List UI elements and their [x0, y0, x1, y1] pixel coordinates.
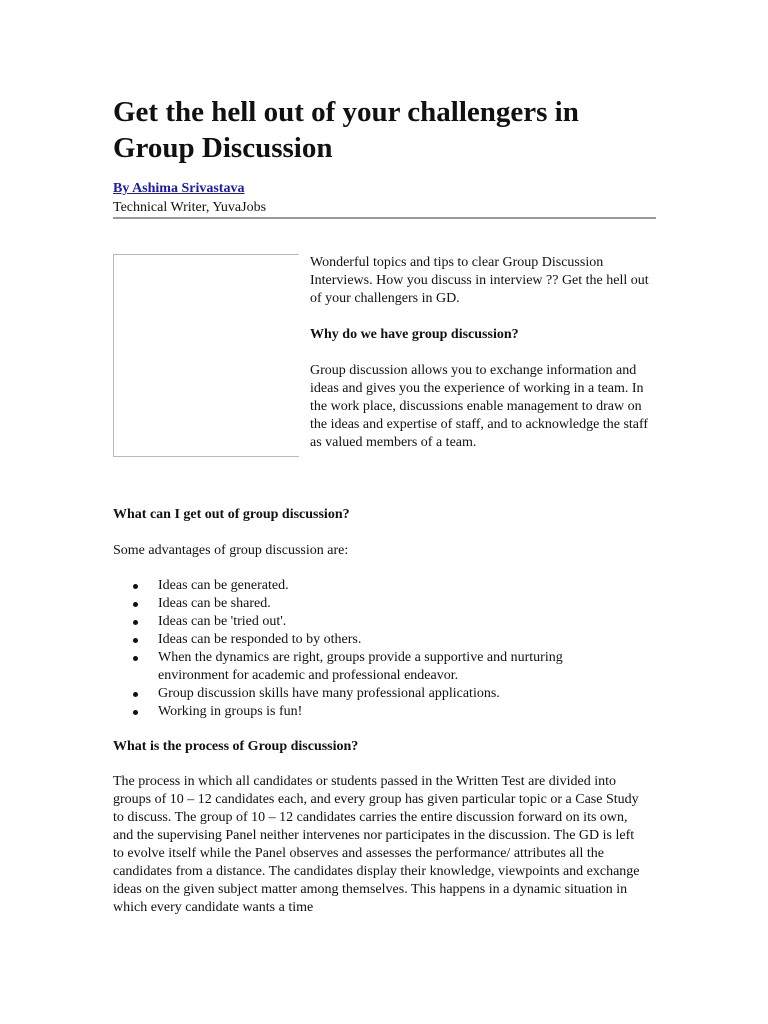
- list-item-text: Group discussion skills have many professional applications.: [158, 686, 500, 701]
- process-heading: What is the process of Group discussion?: [113, 739, 359, 754]
- bullet-icon: [133, 710, 138, 715]
- why-paragraph: Group discussion allows you to exchange information and ideas and gives you the experience of working in a team. In the work place, discussions enable management to draw on the ideas and expertise of staff, and to acknowledge the staff as valued members of a team.: [310, 363, 649, 450]
- list-item-text: Working in groups is fun!: [158, 704, 303, 719]
- list-item: [113, 703, 583, 721]
- article-title: Get the hell out of your challengers in Group Discussion: [113, 96, 579, 164]
- intro-paragraph: Wonderful topics and tips to clear Group Discussion Interviews. How you discuss in interview ?? Get the hell out of your challengers in GD.: [310, 255, 649, 306]
- list-item-text: Ideas can be generated.: [158, 578, 289, 593]
- list-item: [113, 685, 583, 703]
- header-divider: [113, 217, 656, 219]
- bullet-icon: [133, 620, 138, 625]
- author-link[interactable]: By Ashima Srivastava: [113, 181, 245, 196]
- advantages-list: [113, 577, 583, 721]
- list-item-text: Ideas can be shared.: [158, 596, 271, 611]
- list-item-text: When the dynamics are right, groups provide a supportive and nurturing environment for academic and professional endeavor.: [158, 650, 563, 683]
- advantages-heading: What can I get out of group discussion?: [113, 507, 350, 522]
- bullet-icon: [133, 638, 138, 643]
- list-item-text: Ideas can be responded to by others.: [158, 632, 362, 647]
- bullet-icon: [133, 584, 138, 589]
- list-item: [113, 577, 583, 595]
- bullet-icon: [133, 602, 138, 607]
- list-item: [113, 649, 583, 685]
- list-item: [113, 595, 583, 613]
- list-item-text: Ideas can be 'tried out'.: [158, 614, 287, 629]
- process-paragraph: The process in which all candidates or students passed in the Written Test are divided into groups of 10 – 12 candidates each, and every group has given particular topic or a Case Study to discuss. The group of 10 – 12 candidates carries the entire discussion forward on its own, and the supervising Panel neither intervenes nor participates in the discussion. The GD is left to evolve itself while the Panel observes and assesses the performance/ attributes all the candidates from a distance. The candidates display their knowledge, viewpoints and exchange ideas on the given subject matter among themselves. This happens in a dynamic situation in which every candidate wants a time: [113, 774, 640, 915]
- author-role: Technical Writer, YuvaJobs: [113, 200, 267, 215]
- image-placeholder: [113, 254, 299, 457]
- bullet-icon: [133, 656, 138, 661]
- bullet-icon: [133, 692, 138, 697]
- advantages-lead: Some advantages of group discussion are:: [113, 543, 349, 558]
- intro-column: [310, 254, 660, 470]
- why-heading: Why do we have group discussion?: [310, 327, 519, 342]
- list-item: [113, 613, 583, 631]
- list-item: [113, 631, 583, 649]
